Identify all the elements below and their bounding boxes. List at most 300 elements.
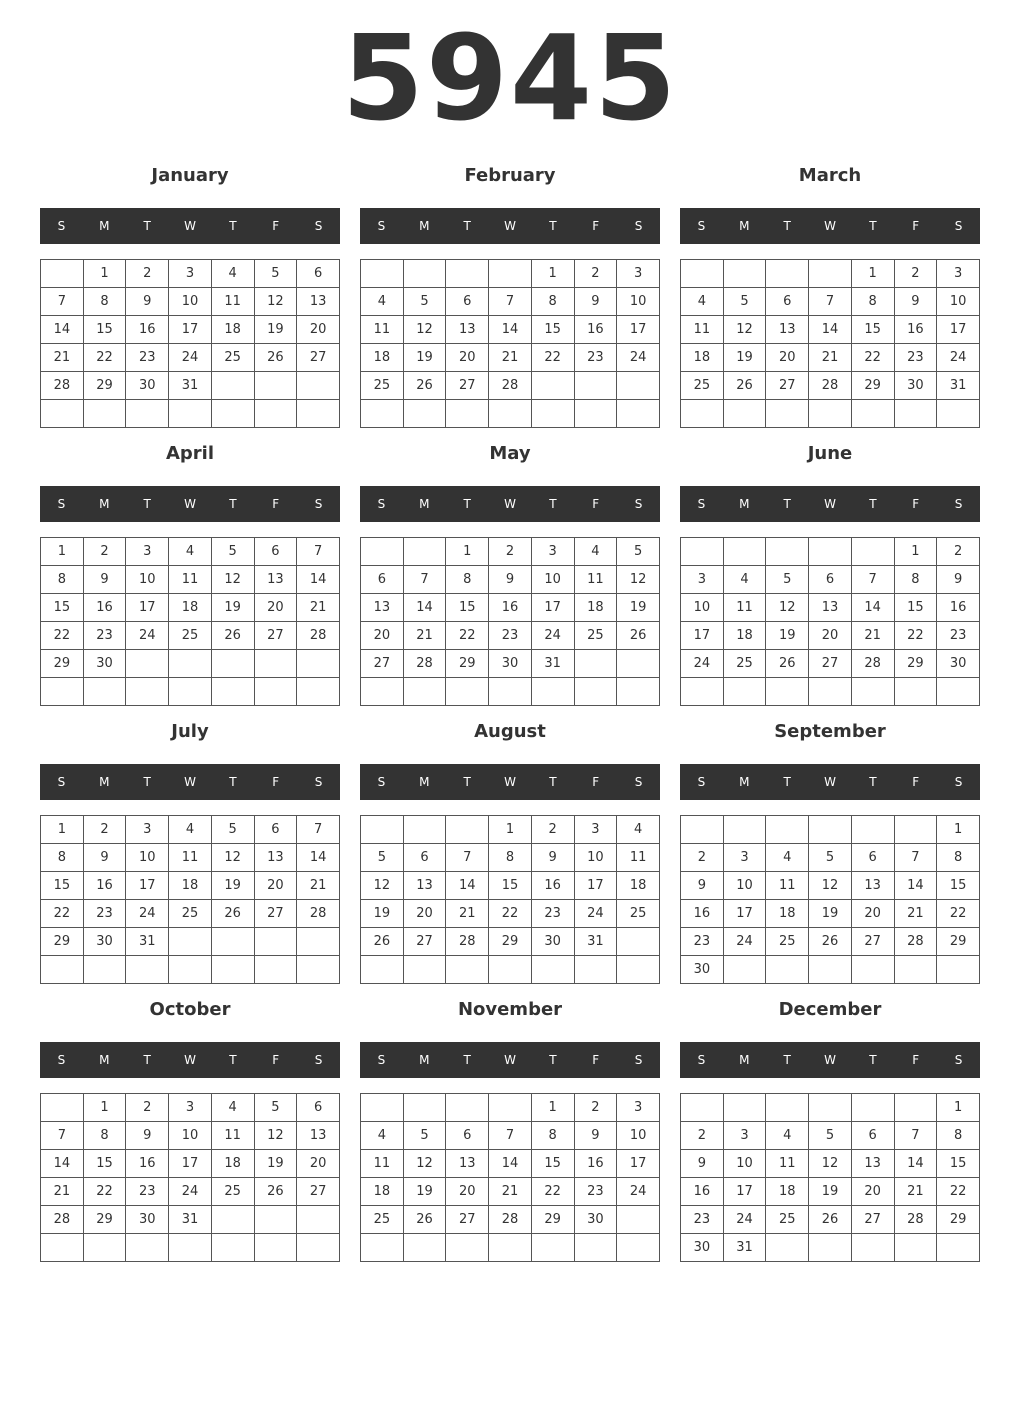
day-cell (851, 956, 894, 984)
day-cell: 31 (126, 928, 169, 956)
day-cell: 6 (766, 288, 809, 316)
day-cell: 6 (851, 1122, 894, 1150)
day-cell: 15 (937, 1150, 980, 1178)
day-cell: 16 (937, 594, 980, 622)
week-row (41, 678, 340, 706)
day-cell: 16 (489, 594, 532, 622)
day-cell: 15 (83, 316, 126, 344)
day-cell (617, 678, 660, 706)
day-cell (574, 400, 617, 428)
day-cell (809, 956, 852, 984)
day-cell: 15 (83, 1150, 126, 1178)
day-cell: 24 (126, 622, 169, 650)
weekday-label: T (143, 1053, 151, 1067)
day-cell: 16 (126, 316, 169, 344)
day-cell: 5 (403, 288, 446, 316)
day-cell: 17 (126, 594, 169, 622)
day-cell: 12 (211, 566, 254, 594)
week-row (681, 400, 980, 428)
weekday-label: F (912, 1053, 920, 1067)
day-cell: 26 (809, 1206, 852, 1234)
day-cell: 14 (446, 872, 489, 900)
weekday-header (360, 764, 660, 800)
day-cell: 21 (297, 872, 340, 900)
day-cell: 19 (211, 872, 254, 900)
day-cell: 5 (211, 816, 254, 844)
day-cell: 30 (681, 1234, 724, 1262)
day-cell (169, 956, 212, 984)
day-cell: 26 (361, 928, 404, 956)
weekday-label: T (869, 219, 877, 233)
day-cell: 28 (489, 1206, 532, 1234)
weekday-label: F (272, 1053, 280, 1067)
day-cell: 5 (211, 538, 254, 566)
day-cell: 2 (83, 816, 126, 844)
day-cell: 3 (169, 1094, 212, 1122)
day-cell: 30 (126, 372, 169, 400)
weekday-label: S (634, 775, 643, 789)
weekday-label: F (592, 219, 600, 233)
day-cell: 4 (169, 538, 212, 566)
weekday-label: M (419, 497, 430, 511)
day-grid (680, 1093, 980, 1262)
day-cell (766, 956, 809, 984)
day-grid (680, 815, 980, 984)
day-cell (851, 400, 894, 428)
month-name: May (489, 443, 531, 464)
day-cell (766, 678, 809, 706)
day-cell (531, 678, 574, 706)
weekday-label: T (549, 1053, 557, 1067)
weekday-label: T (463, 497, 471, 511)
day-cell: 7 (489, 288, 532, 316)
weekday-header (40, 486, 340, 522)
day-cell: 24 (617, 344, 660, 372)
weekday-label: S (314, 775, 323, 789)
weekday-label: W (184, 497, 196, 511)
day-cell: 24 (574, 900, 617, 928)
week-row (361, 566, 660, 594)
weekday-header (680, 1042, 980, 1078)
weekday-header (360, 1042, 660, 1078)
day-cell: 20 (403, 900, 446, 928)
day-cell: 30 (574, 1206, 617, 1234)
day-cell (83, 678, 126, 706)
day-cell: 18 (617, 872, 660, 900)
day-cell: 21 (894, 1178, 937, 1206)
day-cell: 4 (361, 1122, 404, 1150)
day-cell: 2 (126, 1094, 169, 1122)
week-row (41, 344, 340, 372)
day-cell (254, 650, 297, 678)
day-cell: 22 (937, 1178, 980, 1206)
day-cell: 15 (446, 594, 489, 622)
day-cell: 1 (83, 1094, 126, 1122)
day-cell (681, 538, 724, 566)
week-row (681, 650, 980, 678)
day-cell: 25 (574, 622, 617, 650)
day-cell: 6 (446, 1122, 489, 1150)
day-cell: 8 (83, 288, 126, 316)
weekday-label: M (419, 775, 430, 789)
day-cell: 16 (681, 900, 724, 928)
day-cell (254, 678, 297, 706)
week-row (361, 650, 660, 678)
day-cell (254, 372, 297, 400)
weekday-label: M (99, 219, 110, 233)
day-cell: 23 (83, 622, 126, 650)
day-cell: 10 (937, 288, 980, 316)
week-row (681, 260, 980, 288)
day-cell: 10 (531, 566, 574, 594)
day-grid (40, 815, 340, 984)
day-cell: 13 (446, 316, 489, 344)
day-cell (489, 400, 532, 428)
day-cell: 18 (211, 316, 254, 344)
day-cell (83, 400, 126, 428)
weekday-header (680, 486, 980, 522)
day-cell (169, 400, 212, 428)
day-cell: 14 (894, 1150, 937, 1178)
weekday-label: F (912, 775, 920, 789)
day-cell: 30 (83, 928, 126, 956)
day-cell (574, 372, 617, 400)
weekday-label: W (184, 775, 196, 789)
day-cell: 21 (489, 344, 532, 372)
day-cell: 28 (446, 928, 489, 956)
day-cell (169, 650, 212, 678)
day-cell: 3 (531, 538, 574, 566)
day-cell: 10 (126, 566, 169, 594)
day-cell (894, 400, 937, 428)
day-cell: 26 (403, 372, 446, 400)
day-cell (809, 1234, 852, 1262)
day-cell (41, 956, 84, 984)
day-cell (809, 1094, 852, 1122)
month-name: December (778, 999, 882, 1020)
day-cell (681, 1094, 724, 1122)
day-cell (361, 678, 404, 706)
weekday-label: S (634, 497, 643, 511)
day-cell: 24 (723, 928, 766, 956)
day-cell: 10 (723, 1150, 766, 1178)
week-row (681, 816, 980, 844)
week-row (681, 928, 980, 956)
day-cell: 13 (361, 594, 404, 622)
day-cell: 25 (361, 1206, 404, 1234)
day-cell: 13 (851, 1150, 894, 1178)
day-cell (531, 400, 574, 428)
day-cell: 8 (446, 566, 489, 594)
day-cell: 17 (617, 1150, 660, 1178)
day-cell: 12 (403, 1150, 446, 1178)
day-cell (894, 1094, 937, 1122)
day-cell: 26 (617, 622, 660, 650)
weekday-label: S (697, 1053, 706, 1067)
day-cell (723, 956, 766, 984)
day-cell: 10 (169, 1122, 212, 1150)
week-row (681, 1122, 980, 1150)
day-cell (617, 956, 660, 984)
day-cell (489, 956, 532, 984)
day-cell: 17 (169, 1150, 212, 1178)
day-cell: 31 (937, 372, 980, 400)
day-cell (723, 1094, 766, 1122)
day-cell: 12 (211, 844, 254, 872)
day-cell: 11 (361, 316, 404, 344)
day-cell (126, 650, 169, 678)
day-cell: 3 (617, 260, 660, 288)
day-cell: 3 (126, 538, 169, 566)
day-grid (360, 815, 660, 984)
day-cell: 9 (126, 1122, 169, 1150)
day-cell: 3 (169, 260, 212, 288)
day-cell: 6 (809, 566, 852, 594)
day-grid (40, 1093, 340, 1262)
day-cell (126, 956, 169, 984)
day-cell (617, 1206, 660, 1234)
week-row (41, 816, 340, 844)
day-cell (446, 816, 489, 844)
day-cell: 4 (723, 566, 766, 594)
weekday-label: S (57, 497, 66, 511)
weekday-label: S (634, 1053, 643, 1067)
day-cell (211, 956, 254, 984)
month-may (360, 438, 660, 700)
day-cell: 27 (851, 928, 894, 956)
day-cell: 21 (41, 1178, 84, 1206)
week-row (41, 594, 340, 622)
weekday-label: S (57, 775, 66, 789)
weekday-label: T (869, 775, 877, 789)
week-row (41, 1206, 340, 1234)
day-cell: 21 (446, 900, 489, 928)
day-cell: 19 (211, 594, 254, 622)
week-row (681, 1178, 980, 1206)
day-cell: 13 (297, 1122, 340, 1150)
day-cell (489, 1094, 532, 1122)
week-row (681, 1234, 980, 1262)
day-cell: 28 (894, 928, 937, 956)
day-cell: 21 (297, 594, 340, 622)
day-cell: 19 (617, 594, 660, 622)
day-cell: 2 (937, 538, 980, 566)
week-row (361, 594, 660, 622)
day-grid (360, 537, 660, 706)
day-cell: 18 (766, 1178, 809, 1206)
day-cell (574, 650, 617, 678)
day-cell: 17 (574, 872, 617, 900)
weekday-label: T (229, 775, 237, 789)
day-cell (211, 372, 254, 400)
day-cell: 24 (531, 622, 574, 650)
day-cell: 20 (446, 1178, 489, 1206)
weekday-label: F (592, 1053, 600, 1067)
day-cell (297, 400, 340, 428)
week-row (361, 900, 660, 928)
day-cell: 21 (894, 900, 937, 928)
day-cell: 1 (446, 538, 489, 566)
day-cell: 8 (41, 566, 84, 594)
day-cell (41, 400, 84, 428)
day-cell: 29 (937, 1206, 980, 1234)
day-cell: 30 (937, 650, 980, 678)
weekday-label: T (783, 1053, 791, 1067)
day-cell: 31 (723, 1234, 766, 1262)
day-cell: 18 (169, 872, 212, 900)
week-row (361, 260, 660, 288)
weekday-label: S (954, 1053, 963, 1067)
day-cell: 15 (937, 872, 980, 900)
day-cell (361, 816, 404, 844)
day-cell (297, 650, 340, 678)
day-cell: 8 (83, 1122, 126, 1150)
day-cell: 13 (254, 566, 297, 594)
weekday-header (360, 208, 660, 244)
day-cell: 5 (723, 288, 766, 316)
weekday-label: W (504, 219, 516, 233)
day-cell: 22 (446, 622, 489, 650)
day-cell: 24 (617, 1178, 660, 1206)
day-cell (851, 1234, 894, 1262)
weekday-label: W (504, 775, 516, 789)
weekday-label: W (824, 775, 836, 789)
day-cell: 20 (851, 1178, 894, 1206)
day-cell: 30 (531, 928, 574, 956)
day-cell: 27 (361, 650, 404, 678)
weekday-label: T (229, 497, 237, 511)
day-cell: 30 (894, 372, 937, 400)
day-cell: 3 (723, 1122, 766, 1150)
month-august (360, 716, 660, 978)
day-cell: 5 (766, 566, 809, 594)
month-name: October (149, 999, 231, 1020)
day-cell: 16 (126, 1150, 169, 1178)
day-cell: 18 (723, 622, 766, 650)
day-cell: 7 (446, 844, 489, 872)
day-cell: 5 (254, 1094, 297, 1122)
week-row (681, 372, 980, 400)
day-cell: 8 (937, 1122, 980, 1150)
week-row (361, 344, 660, 372)
weekday-label: F (272, 775, 280, 789)
day-cell: 25 (169, 900, 212, 928)
day-cell (83, 1234, 126, 1262)
day-cell: 10 (617, 1122, 660, 1150)
day-cell: 4 (211, 260, 254, 288)
day-cell: 25 (617, 900, 660, 928)
day-cell: 25 (723, 650, 766, 678)
day-cell: 29 (446, 650, 489, 678)
weekday-label: S (314, 1053, 323, 1067)
day-cell: 14 (489, 316, 532, 344)
day-cell (297, 928, 340, 956)
day-cell (723, 260, 766, 288)
day-cell: 4 (766, 1122, 809, 1150)
month-november (360, 994, 660, 1256)
day-cell: 1 (531, 1094, 574, 1122)
day-cell: 2 (83, 538, 126, 566)
day-cell: 10 (681, 594, 724, 622)
weekday-label: T (783, 219, 791, 233)
day-cell: 22 (83, 1178, 126, 1206)
day-cell: 27 (254, 900, 297, 928)
week-row (41, 1094, 340, 1122)
day-cell: 16 (83, 594, 126, 622)
day-cell: 1 (531, 260, 574, 288)
month-name: June (807, 443, 853, 464)
day-cell (403, 1234, 446, 1262)
day-cell (723, 678, 766, 706)
day-grid (40, 537, 340, 706)
weekday-label: S (697, 775, 706, 789)
day-cell: 19 (254, 316, 297, 344)
day-cell (403, 1094, 446, 1122)
day-cell (766, 400, 809, 428)
day-cell: 22 (851, 344, 894, 372)
day-cell: 11 (681, 316, 724, 344)
week-row (361, 538, 660, 566)
day-cell (297, 956, 340, 984)
day-cell: 29 (41, 928, 84, 956)
weekday-label: S (377, 1053, 386, 1067)
day-cell: 28 (851, 650, 894, 678)
day-cell (851, 816, 894, 844)
day-cell (211, 1234, 254, 1262)
week-row (681, 566, 980, 594)
day-cell (894, 678, 937, 706)
weekday-label: M (99, 497, 110, 511)
week-row (681, 622, 980, 650)
day-cell: 31 (531, 650, 574, 678)
day-cell: 7 (41, 288, 84, 316)
day-cell: 25 (211, 344, 254, 372)
day-cell: 17 (126, 872, 169, 900)
day-cell (211, 928, 254, 956)
day-cell: 29 (531, 1206, 574, 1234)
day-cell: 18 (681, 344, 724, 372)
day-cell: 14 (851, 594, 894, 622)
day-cell: 14 (809, 316, 852, 344)
weekday-label: S (377, 775, 386, 789)
day-cell: 25 (766, 928, 809, 956)
day-cell: 14 (41, 316, 84, 344)
day-cell (617, 400, 660, 428)
day-cell: 4 (361, 288, 404, 316)
day-cell: 16 (83, 872, 126, 900)
day-cell: 3 (574, 816, 617, 844)
day-cell: 21 (489, 1178, 532, 1206)
day-cell: 16 (894, 316, 937, 344)
day-cell: 18 (211, 1150, 254, 1178)
weekday-label: S (954, 219, 963, 233)
day-cell: 6 (297, 1094, 340, 1122)
day-cell: 1 (851, 260, 894, 288)
day-cell: 13 (766, 316, 809, 344)
week-row (361, 1094, 660, 1122)
day-cell: 17 (723, 900, 766, 928)
day-cell: 6 (851, 844, 894, 872)
day-cell (254, 928, 297, 956)
week-row (361, 928, 660, 956)
day-cell: 25 (169, 622, 212, 650)
month-name: April (165, 443, 215, 464)
day-cell: 11 (766, 1150, 809, 1178)
day-cell (361, 400, 404, 428)
day-cell: 26 (254, 344, 297, 372)
day-cell (83, 956, 126, 984)
month-name: August (474, 721, 546, 742)
